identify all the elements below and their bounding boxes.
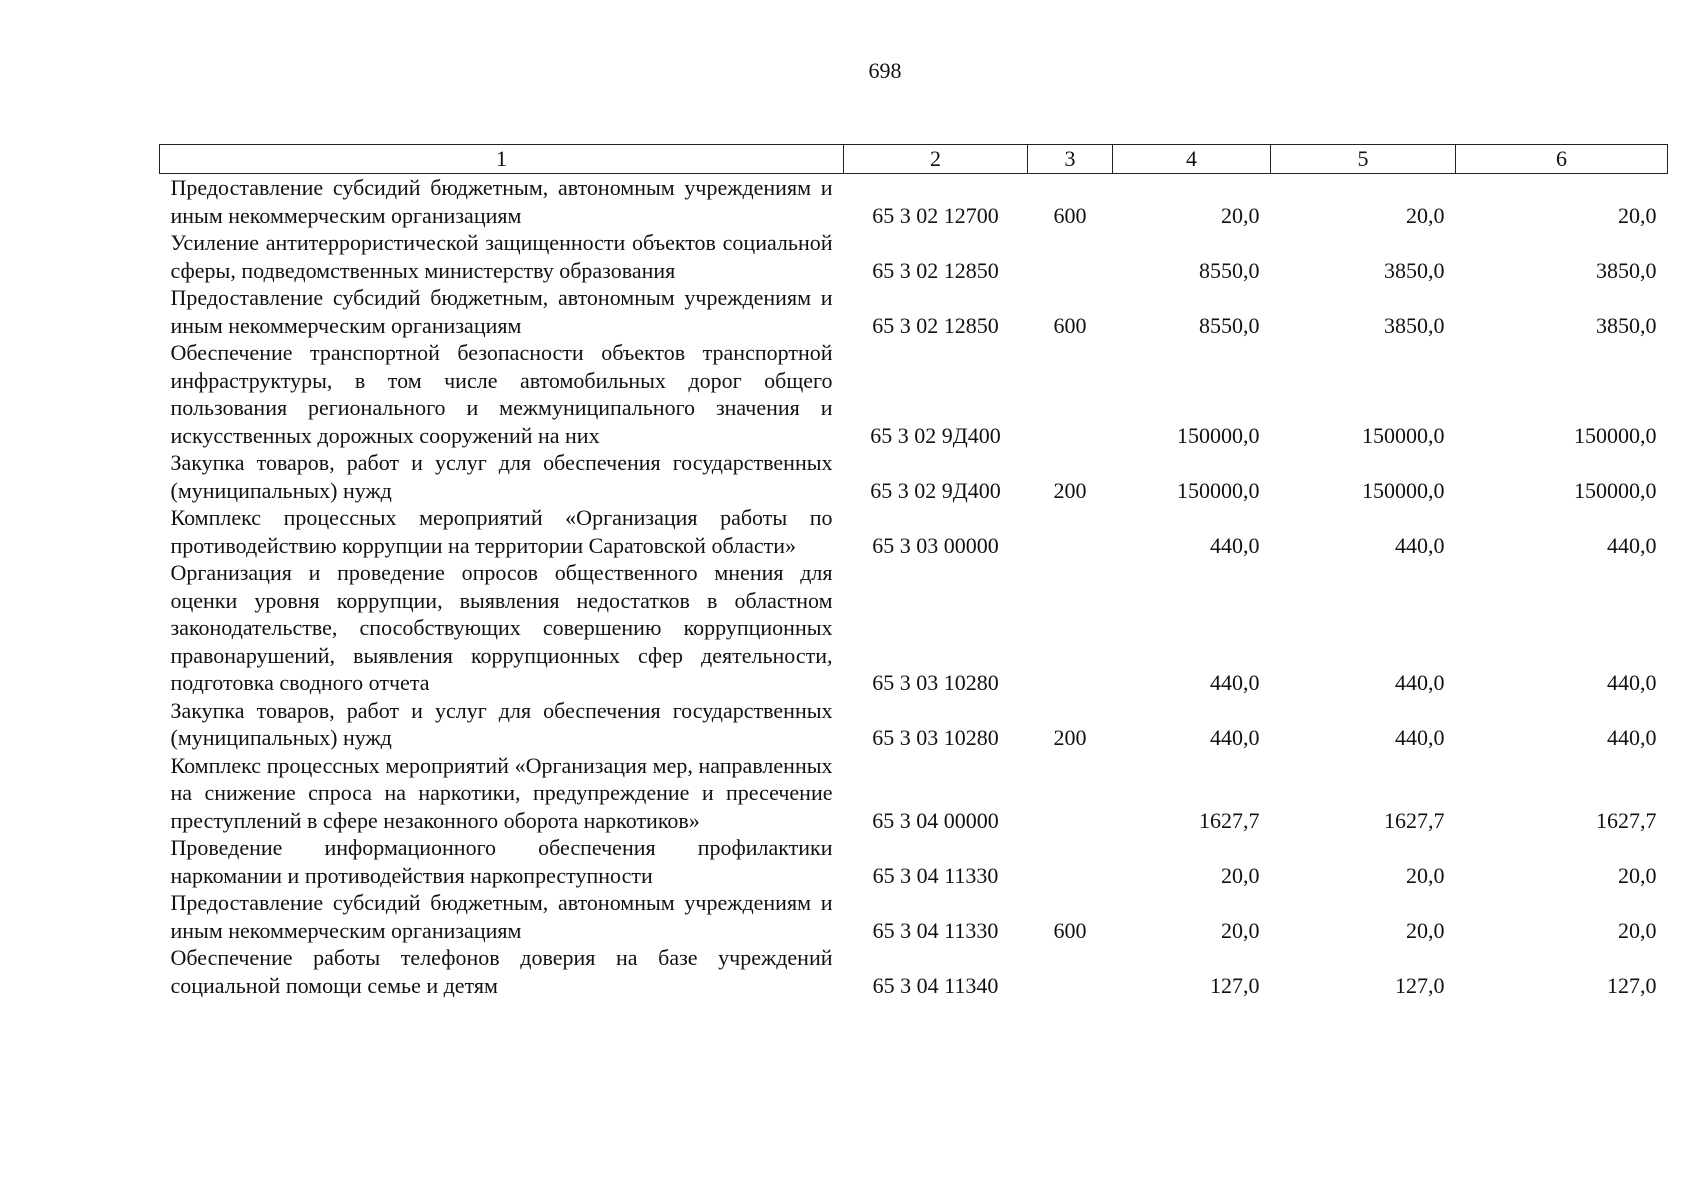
row-value-col6: 20,0 [1618,862,1657,888]
row-name: Проведение информационного обеспечения профилактики наркомании и противодействия наркопреступности [170,835,833,888]
row-expense-type [1028,559,1113,697]
row-value-col4: 440,0 [1210,670,1260,695]
row-name: Предоставление субсидий бюджетным, автономным учреждениям и иным некоммерческим организациям [170,285,833,338]
row-value-col4: 8550,0 [1199,257,1260,283]
header-col-5: 5 [1271,145,1456,174]
row-value-col4: 150000,0 [1177,477,1260,503]
header-col-6: 6 [1456,145,1668,174]
budget-table [159,144,1668,999]
row-value-col4: 8550,0 [1199,312,1260,338]
row-code: 65 3 04 11340 [872,972,999,998]
row-value-col6: 127,0 [1607,972,1657,998]
row-value-col5: 440,0 [1395,532,1445,558]
row-expense-type: 200 [1053,725,1087,750]
row-expense-type [1028,752,1113,835]
row-value-col5: 20,0 [1406,917,1445,943]
row-code: 65 3 02 12850 [872,257,999,283]
header-col-2: 2 [844,145,1028,174]
row-value-col5: 150000,0 [1362,477,1445,503]
row-name: Обеспечение транспортной безопасности объектов транспортной инфраструктуры, в том числе автомобильных дорог общего пользования регионального и межмуниципального значения и искусственных дорожных сооружений на них [170,340,833,448]
row-value-col4: 440,0 [1210,532,1260,558]
row-code: 65 3 03 10280 [872,670,999,695]
row-expense-type [1028,339,1113,449]
row-name: Предоставление субсидий бюджетным, автономным учреждениям и иным некоммерческим организациям [170,890,833,943]
row-code: 65 3 03 00000 [872,532,999,558]
row-code: 65 3 03 10280 [872,725,999,750]
row-value-col5: 150000,0 [1362,422,1445,448]
row-name: Закупка товаров, работ и услуг для обеспечения государственных (муниципальных) нужд [170,450,833,503]
row-value-col5: 3850,0 [1384,312,1445,338]
table-row [160,697,1668,752]
row-code: 65 3 02 9Д400 [870,477,1001,503]
row-value-col6: 1627,7 [1596,807,1657,833]
row-value-col5: 127,0 [1395,972,1445,998]
table-row [160,752,1668,835]
row-expense-type: 600 [1053,917,1087,943]
table-row [160,944,1668,999]
header-col-4: 4 [1113,145,1271,174]
row-value-col5: 440,0 [1395,725,1445,750]
row-code: 65 3 02 12700 [872,202,999,228]
table-row [160,229,1668,284]
row-value-col6: 20,0 [1618,202,1657,228]
row-value-col4: 1627,7 [1199,807,1260,833]
row-value-col6: 150000,0 [1574,422,1657,448]
row-expense-type [1028,834,1113,889]
row-name: Предоставление субсидий бюджетным, автономным учреждениям и иным некоммерческим организациям [170,175,833,228]
row-value-col5: 1627,7 [1384,807,1445,833]
row-code: 65 3 04 11330 [872,917,999,943]
row-expense-type: 600 [1053,202,1087,228]
row-value-col5: 440,0 [1395,670,1445,695]
row-code: 65 3 04 00000 [872,807,999,833]
row-value-col6: 440,0 [1607,532,1657,558]
table-row [160,284,1668,339]
row-value-col5: 3850,0 [1384,257,1445,283]
table-row [160,174,1668,230]
header-row [160,145,1668,174]
row-value-col4: 150000,0 [1177,422,1260,448]
row-name: Усиление антитеррористической защищенности объектов социальной сферы, подведомственных министерству образования [170,230,833,283]
table-row [160,339,1668,449]
row-value-col6: 20,0 [1618,917,1657,943]
row-value-col4: 20,0 [1221,917,1260,943]
row-expense-type [1028,504,1113,559]
row-name: Комплекс процессных мероприятий «Организация работы по противодействию коррупции на территории Саратовской области» [170,505,833,558]
row-value-col6: 440,0 [1607,670,1657,695]
table-row [160,504,1668,559]
row-expense-type: 200 [1053,477,1087,503]
row-value-col4: 20,0 [1221,862,1260,888]
row-value-col6: 3850,0 [1596,257,1657,283]
table-row [160,834,1668,889]
row-value-col4: 440,0 [1210,725,1260,750]
table-row [160,559,1668,697]
row-code: 65 3 02 9Д400 [870,422,1001,448]
row-value-col4: 20,0 [1221,202,1260,228]
row-value-col5: 20,0 [1406,202,1445,228]
row-code: 65 3 04 11330 [872,862,999,888]
row-value-col6: 150000,0 [1574,477,1657,503]
row-name: Комплекс процессных мероприятий «Организация мер, направленных на снижение спроса на наркотики, предупреждение и пресечение преступлений в сфере незаконного оборота наркотиков» [170,752,833,833]
row-value-col6: 440,0 [1607,725,1657,750]
row-expense-type [1028,944,1113,999]
row-expense-type [1028,229,1113,284]
row-name: Обеспечение работы телефонов доверия на базе учреждений социальной помощи семье и детям [170,945,833,998]
row-value-col4: 127,0 [1210,972,1260,998]
row-name: Организация и проведение опросов общественного мнения для оценки уровня коррупции, выявления недостатков в областном законодательстве, способствующих совершению коррупционных правонарушений, выявления коррупционных сфер деятельности, подготовка сводного отчета [170,560,833,695]
row-name: Закупка товаров, работ и услуг для обеспечения государственных (муниципальных) нужд [170,697,833,750]
row-expense-type: 600 [1053,312,1087,338]
row-value-col5: 20,0 [1406,862,1445,888]
page-number: 698 [868,58,902,83]
row-code: 65 3 02 12850 [872,312,999,338]
header-col-1: 1 [160,145,844,174]
table-row [160,449,1668,504]
header-col-3: 3 [1028,145,1113,174]
row-value-col6: 3850,0 [1596,312,1657,338]
table-row [160,889,1668,944]
